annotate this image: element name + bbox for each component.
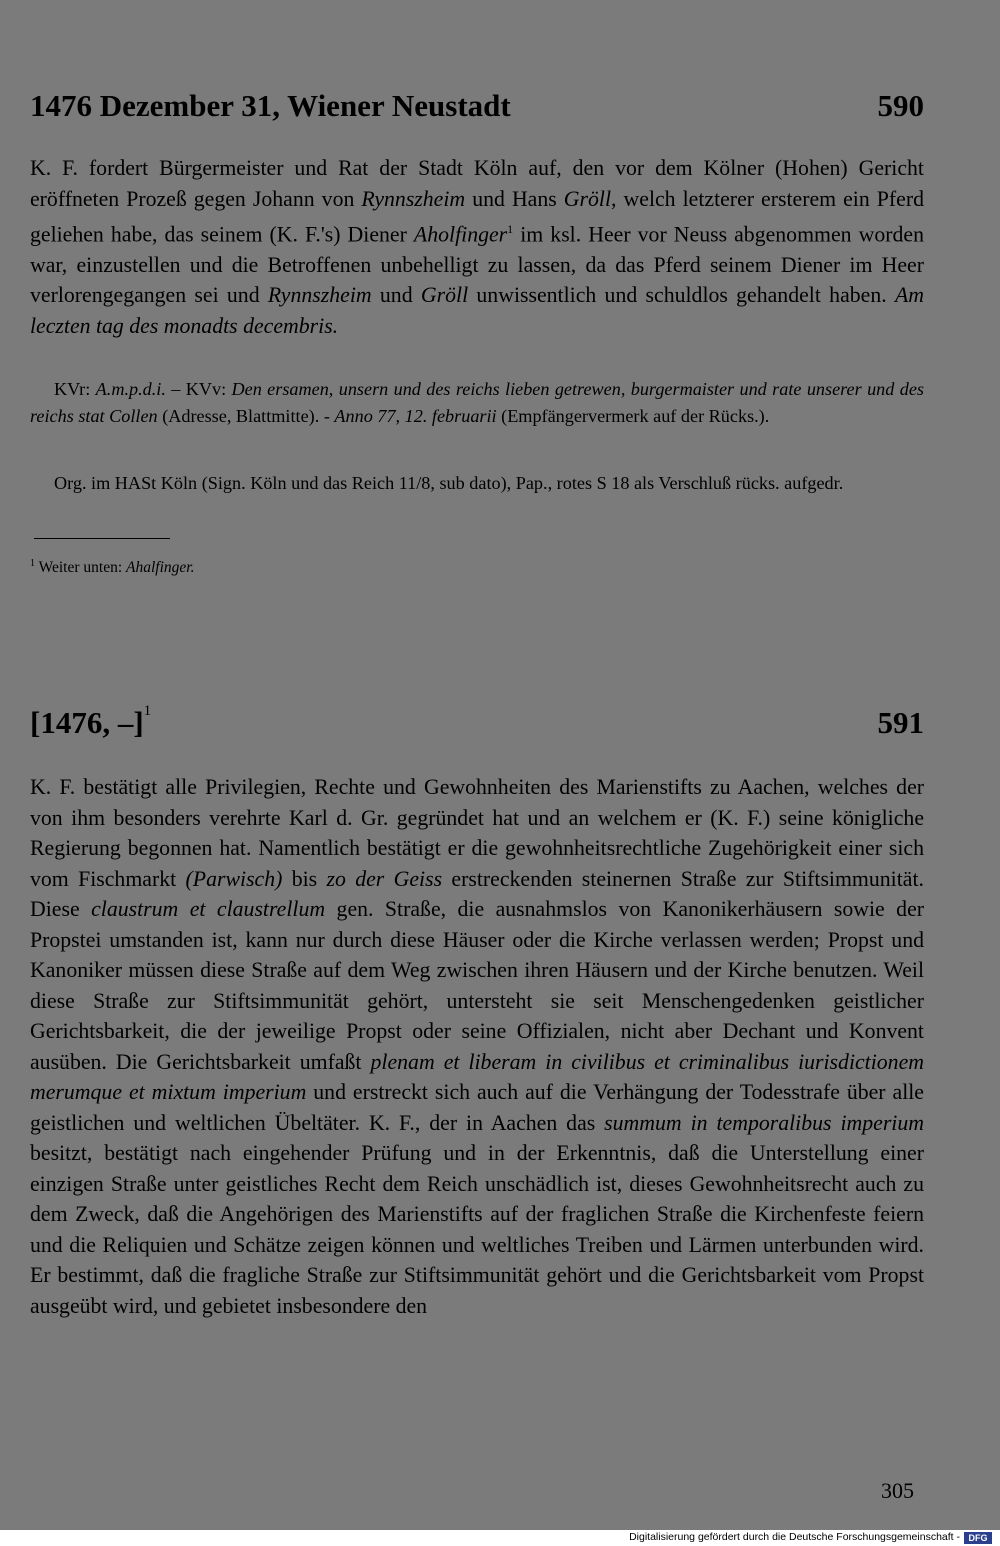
summary-italic: summum in temporalibus imperium xyxy=(604,1110,924,1135)
summary-italic: Aholfinger xyxy=(413,222,508,247)
summary-text: K. F. bestätigt alle Privilegien, Rechte und Gewohnheiten des Marienstifts zu Aachen, welches der von ihm besonders verehrte Karl d. Gr. gegründet hat und an welchem er (K. F.) seine königliche Regierung begonnen hat. Namentlich bestätigt er die gewohnheitsrechtliche Zugehörigkeit einer sich vom Fischmarkt xyxy=(30,775,924,891)
kv-text: (Adresse, Blattmitte). - xyxy=(157,405,335,426)
summary-text: und xyxy=(371,283,421,308)
page-number: 305 xyxy=(881,1478,914,1503)
doc-590-heading xyxy=(30,88,924,124)
footnote-marker: 1 xyxy=(507,222,514,236)
footer-credit: Digitalisierung gefördert durch die Deutsche Forschungsgemeinschaft - xyxy=(629,1531,960,1543)
doc-591-title: [1476, –] xyxy=(30,705,144,740)
doc-590-original-note xyxy=(30,470,924,497)
kv-text: – KVv: xyxy=(165,379,232,399)
summary-text: und Hans xyxy=(465,186,564,211)
summary-text: unwissentlich und schuldlos gehandelt haben. xyxy=(468,283,895,308)
doc-590-summary xyxy=(30,153,924,341)
summary-italic: zo der Geiss xyxy=(326,866,443,891)
summary-text: bis xyxy=(282,866,327,891)
summary-text: besitzt, bestätigt nach eingehender Prüfung und in der Erkenntnis, daß die Unterstellung einer einzigen Straße unter geistliches Recht dem Reich unschädlich ist, dieses Gewohnheitsrecht auch zu dem Zweck, daß die Angehörigen des Marienstifts auf der fraglichen Straße die Kirchenfeste feiern und die Reliquien und Schätze zeigen können und weltliches Treiben und Lärmen unterbunden wird. Er bestimmt, daß die fragliche Straße zur Stiftsimmunität gehört und die Gerichtsbarkeit vom Propst ausgeübt wird, und gebietet insbesondere den xyxy=(30,1141,924,1318)
doc-591-title-wrap xyxy=(30,705,151,741)
summary-italic: Am leczten tag des monadts decembris. xyxy=(30,283,925,338)
doc-591-heading xyxy=(30,705,924,741)
kv-text: KVr: xyxy=(54,379,96,399)
summary-text: erstreckenden steinernen Straße zur Stiftsimmunität. Diese xyxy=(30,866,924,921)
summary-italic: (Parwisch) xyxy=(185,866,283,891)
summary-italic: Gröll xyxy=(563,186,612,211)
footnote-text: Weiter unten: xyxy=(35,559,127,577)
summary-text: gen. Straße, die ausnahmslos von Kanonikerhäusern sowie der Propstei umstanden ist, kann nur durch diese Häuser oder die Kirche verlassen werden; Propst und Kanoniker müssen diese Straße auf dem Weg zwischen ihren Häusern und der Kirche benutzen. Weil diese Straße zur Stiftsimmunität gehört, untersteht sie seit Menschengedenken geistlicher Gerichtsbarkeit, die der jeweilige Propst oder seine Offizialen, nicht aber Dechant und Konvent ausüben. Die Gerichtsbarkeit umfaßt xyxy=(30,897,925,1074)
summary-text: im ksl. Heer vor Neuss abgenommen worden war, einzustellen und die Betroffenen unbehelligt zu lassen, da das Pferd seinem Diener im Heer verlorengegangen sei und xyxy=(30,222,924,308)
doc-591-title-footnote: 1 xyxy=(143,703,152,719)
summary-italic: claustrum et claustrellum xyxy=(91,897,326,921)
doc-591-number: 591 xyxy=(877,705,924,740)
kv-italic: Den ersamen, unsern und des reichs lieben getrewen, burgermaister und rate unserer und des reichs stat Collen xyxy=(30,379,924,426)
kv-italic: A.m.p.d.i. xyxy=(95,379,166,399)
dfg-logo-icon: DFG xyxy=(964,1532,992,1544)
doc-590-number: 590 xyxy=(877,88,924,123)
footnote-mark: 1 xyxy=(30,558,35,569)
summary-italic: plenam et liberam in civilibus et criminalibus iurisdictionem merumque et mixtum imperium xyxy=(30,1049,924,1104)
kv-text: (Empfängervermerk auf der Rücks.). xyxy=(496,405,770,426)
doc-590-kanzleivermerk xyxy=(30,376,924,429)
footnote-divider xyxy=(34,538,170,539)
footnote-italic: Ahalfinger. xyxy=(126,559,195,577)
doc-590-footnote xyxy=(30,554,194,578)
summary-italic: Rynnszheim xyxy=(267,283,372,308)
summary-italic: Gröll xyxy=(420,283,469,308)
kv-italic: Anno 77, 12. februarii xyxy=(334,405,497,426)
summary-italic: Rynnszheim xyxy=(361,186,466,211)
summary-text: , welch letzterer ersterem ein Pferd geliehen habe, das seinem (K. F.'s) Diener xyxy=(30,186,925,247)
summary-text: K. F. fordert Bürgermeister und Rat der Stadt Köln auf, den vor dem Kölner (Hohen) Gericht eröffneten Prozeß gegen Johann von xyxy=(30,156,924,211)
doc-590-title: 1476 Dezember 31, Wiener Neustadt xyxy=(30,88,511,123)
summary-text: und erstreckt sich auch auf die Verhängung der Todesstrafe über alle geistlichen und weltlichen Übeltäter. K. F., der in Aachen das xyxy=(30,1080,924,1135)
original-note-text: Org. im HASt Köln (Sign. Köln und das Reich 11/8, sub dato), Pap., rotes S 18 als Verschluß rücks. aufgedr. xyxy=(54,473,844,493)
doc-591-summary xyxy=(30,772,924,1321)
